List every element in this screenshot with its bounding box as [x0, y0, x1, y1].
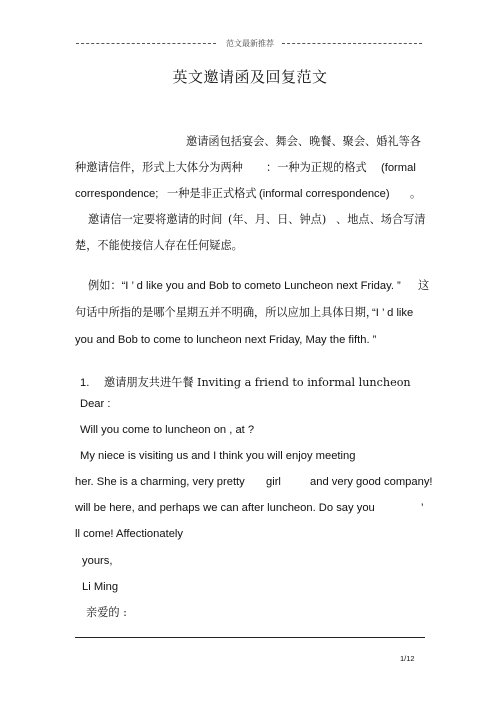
para1-line3b: 一种是非正式格式 [167, 187, 257, 200]
para3-line3: you and Bob to come to luncheon next Friday, May the fifth. ” [75, 334, 377, 346]
page-header [76, 38, 422, 50]
para2-line2: 楚，不能使接信人存在任何疑虑。 [75, 239, 243, 252]
para3-line1a: 例如：“I ’ d like you and Bob to cometo Luncheon next Friday. ” [88, 280, 401, 292]
para1-line2b: ：一种为正规的格式 [266, 161, 367, 174]
letter-salutation: Dear : [80, 398, 111, 410]
letter-line3b: girl [266, 476, 281, 488]
header-label: 范文最新推荐 [226, 39, 274, 48]
letter-cn-salutation: 亲爱的 : [86, 606, 127, 619]
letter-closing: yours, [82, 555, 113, 567]
letter-line1: Will you come to luncheon on , at ? [80, 424, 255, 436]
para3-line1b: 这 [418, 279, 430, 292]
para1-line3c: (informal correspondence) [259, 188, 390, 200]
para1-line2c: (formal [381, 162, 416, 174]
header-dash-right [282, 43, 422, 44]
letter-line4a: will be here, and perhaps we can after luncheon. Do say you [75, 502, 375, 514]
para2-line1c: 、地点、场合写清 [336, 213, 426, 226]
para3-line2a: 句话中所指的是哪个星期五并不明确，所以应加上具体日期， [75, 306, 378, 319]
page-number: 1/12 [400, 654, 415, 663]
header-dash-left [76, 43, 216, 44]
para1-line2a: 种邀请信件，形式上大体分为两种 [75, 161, 243, 174]
para1-line1: 邀请函包括宴会、舞会、晚餐、聚会、婚礼等各 [186, 135, 421, 148]
para3-line2b: “I ’ d like [372, 307, 414, 319]
para1-line3d: 。 [410, 187, 422, 200]
para1-line3a: correspondence; [75, 188, 159, 200]
letter-line3a: her. She is a charming, very pretty [75, 476, 245, 488]
letter-line5: ll come! Affectionately [75, 528, 183, 540]
para2-line1a: 邀请信一定要将邀请的时间 [88, 213, 223, 226]
footer-rule [75, 637, 425, 638]
section1-number: 1. [80, 377, 90, 389]
letter-signature: Li Ming [82, 581, 119, 593]
letter-line3c: and very good company! [310, 476, 433, 488]
letter-line4b: ’ [421, 502, 424, 514]
section1-heading: 邀请朋友共进午餐 Inviting a friend to informal luncheon [104, 376, 411, 389]
letter-line2: My niece is visiting us and I think you will enjoy meeting [80, 450, 356, 462]
para2-line1b: (年、月、日、钟点) [228, 213, 327, 226]
document-title: 英文邀请函及回复范文 [172, 68, 328, 86]
